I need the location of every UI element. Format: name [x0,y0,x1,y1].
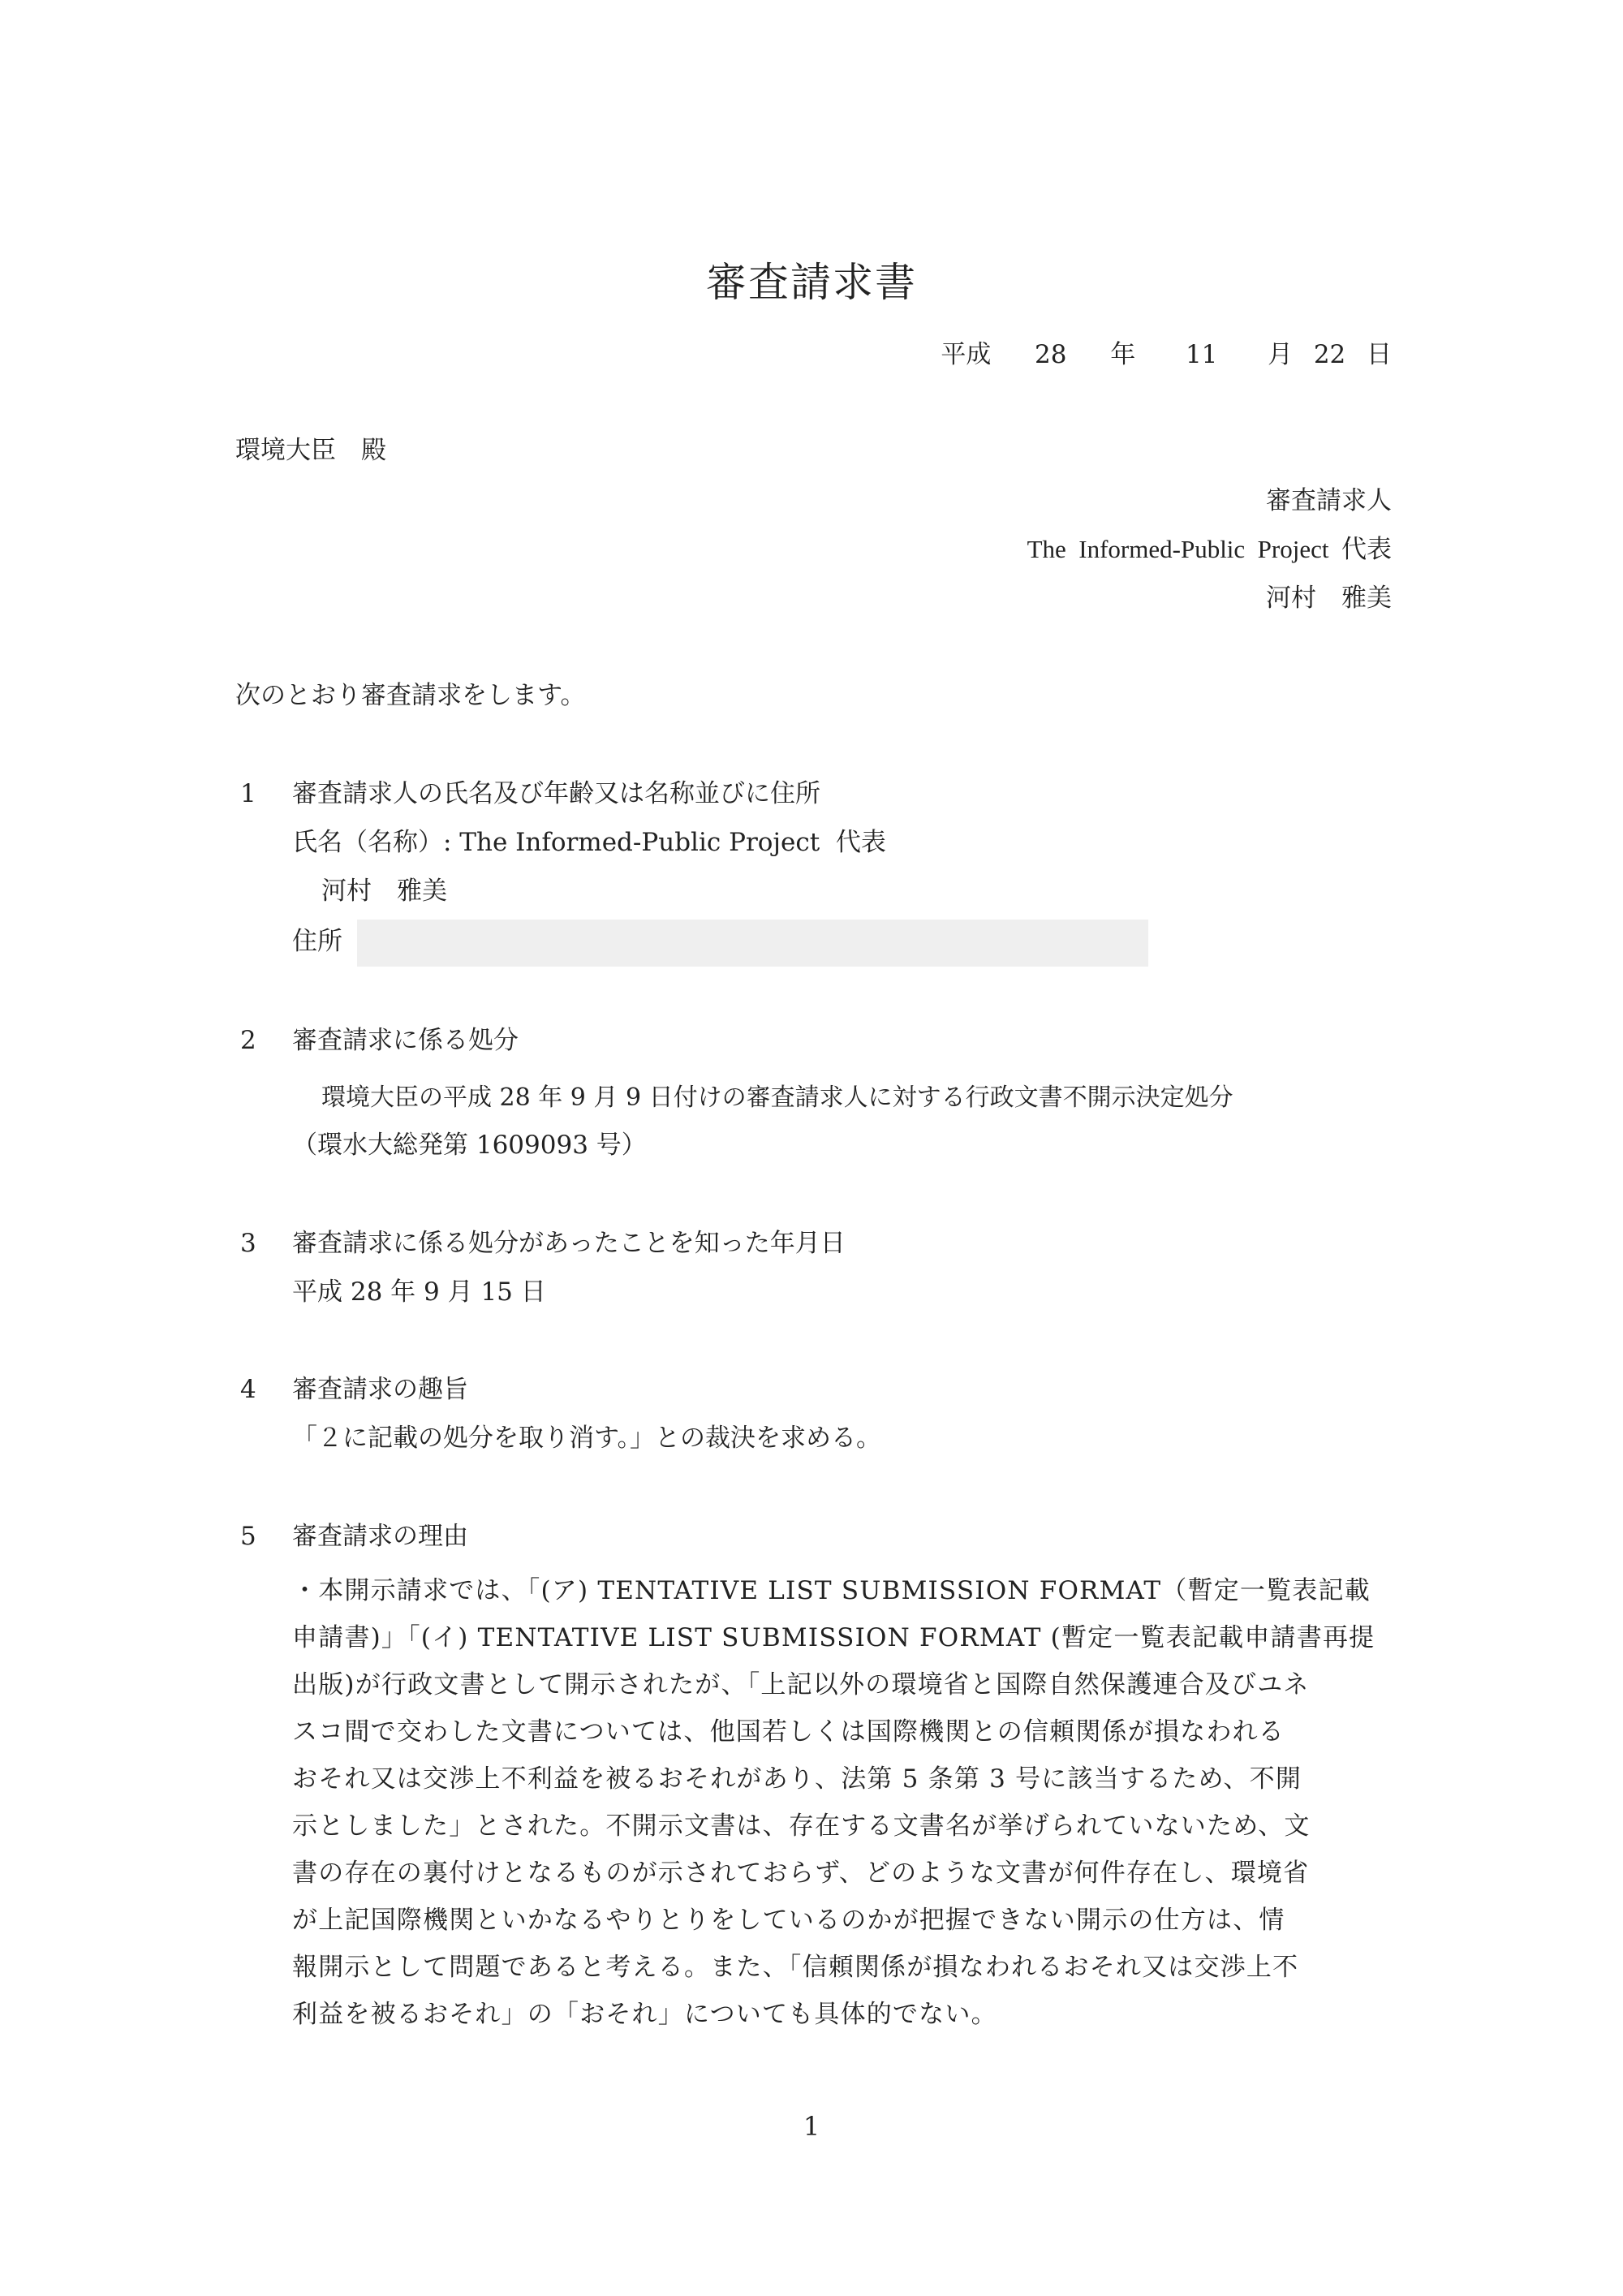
date-year-unit: 年 [1110,340,1136,369]
section-5-number: 5 [240,1522,256,1551]
section-4-number: 4 [240,1375,256,1404]
section-5-line: 示としました」とされた。不開示文書は、存在する文書名が挙げられていないため、文 [292,1811,1311,1841]
date-year: 28 [1035,340,1067,369]
section-5-paragraph [292,1567,1396,2038]
section-1-heading: 審査請求人の氏名及び年齢又は名称並びに住所 [292,779,820,808]
section-5-line: ・本開示請求では、「(ア) TENTATIVE LIST SUBMISSION FORMAT（暫定一覧表記載 [292,1576,1371,1605]
intro-text: 次のとおり審査請求をします。 [235,681,586,710]
section-1-name-line-2: 河村 雅美 [321,877,447,906]
section-2-heading: 審査請求に係る処分 [292,1026,519,1055]
section-5-heading: 審査請求の理由 [292,1522,468,1551]
section-4-heading: 審査請求の趣旨 [292,1375,468,1404]
section-3-number: 3 [240,1229,256,1258]
redacted-address-box [357,920,1148,967]
requester-name: 河村 雅美 [1266,584,1392,613]
section-5-line: 出版)が行政文書として開示されたが、「上記以外の環境省と国際自然保護連合及びユネ [292,1670,1310,1699]
requester-organization: The Informed-Public Project 代表 [1027,535,1392,563]
section-5-line: おそれ又は交渉上不利益を被るおそれがあり、法第 5 条第 3 号に該当するため、不開 [292,1764,1302,1794]
date-day-unit: 日 [1367,340,1392,369]
section-5-line: 利益を被るおそれ」の「おそれ」についても具体的でない。 [292,2000,997,2029]
page-number: 1 [803,2111,820,2142]
section-5-line: 報開示として問題であると考える。また、「信頼関係が損なわれるおそれ又は交渉上不 [292,1953,1299,1982]
addressee: 環境大臣 殿 [235,436,386,465]
date-month: 11 [1185,340,1218,369]
date-month-unit: 月 [1268,340,1294,369]
section-3-heading: 審査請求に係る処分があったことを知った年月日 [292,1229,846,1258]
document-date [941,338,1392,371]
section-2-line-1: 環境大臣の平成 28 年 9 月 9 日付けの審査請求人に対する行政文書不開示決定処分 [321,1083,1233,1112]
requester-label: 審査請求人 [1266,486,1392,515]
section-4-body: 「２に記載の処分を取り消す。」との裁決を求める。 [292,1424,882,1453]
section-2-line-2: （環水大総発第 1609093 号） [292,1131,647,1160]
section-1-address-label: 住所 [292,927,342,956]
section-5-line: 書の存在の裏付けとなるものが示されておらず、どのような文書が何件存在し、環境省 [292,1859,1310,1888]
section-1-number: 1 [240,779,256,808]
section-1-name-line: 氏名（名称）: The Informed-Public Project 代表 [292,828,886,857]
section-5-line: が上記国際機関といかなるやりとりをしているのかが把握できない開示の仕方は、情 [292,1906,1285,1935]
section-5-line: 申請書)」「(イ) TENTATIVE LIST SUBMISSION FORMAT (暫定一覧表記載申請書再提 [292,1623,1375,1652]
section-3-date: 平成 28 年 9 月 15 日 [292,1277,546,1307]
section-2-number: 2 [240,1026,256,1055]
section-5-line: スコ間で交わした文書については、他国若しくは国際機関との信頼関係が損なわれる [292,1717,1285,1747]
document-title: 審査請求書 [706,259,917,306]
date-day: 22 [1313,340,1346,369]
date-era: 平成 [941,340,992,369]
